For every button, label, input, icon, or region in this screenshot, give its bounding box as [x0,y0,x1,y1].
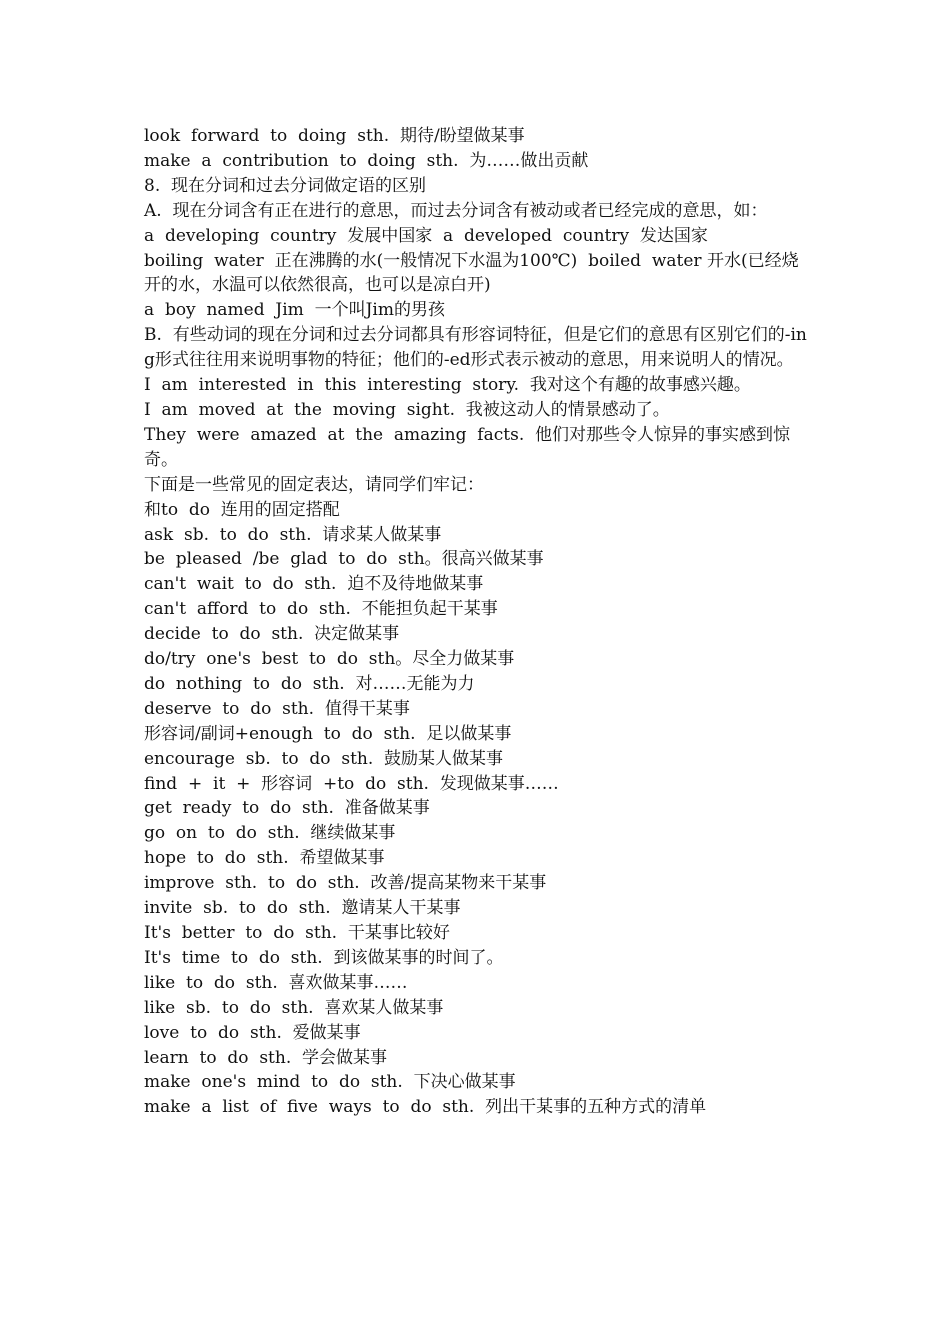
phrase-item: decide to do sth. 决定做某事 [144,624,400,645]
text-line: make a contribution to doing sth. 为……做出贡献 [144,150,589,171]
text-paragraph: I am interested in this interesting story. 我对这个有趣的故事感兴趣。 [144,375,751,396]
text-line: a developing country 发展中国家 a developed country 发达国家 [144,225,708,246]
phrase-item: hope to do sth. 希望做某事 [144,848,385,869]
phrase-item: ask sb. to do sth. 请求某人做某事 [144,524,442,545]
phrase-item: get ready to do sth. 准备做某事 [144,798,430,819]
text-paragraph: B. 有些动词的现在分词和过去分词都具有形容词特征，但是它们的意思有区别它们的-ing形式往往用来说明事物的特征；他们的-ed形式表示被动的意思，用来说明人的情况。 [144,325,807,371]
phrase-item: deserve to do sth. 值得干某事 [144,698,410,719]
phrase-item: make a list of five ways to do sth. 列出干某事的五种方式的清单 [144,1097,707,1118]
phrase-item: love to do sth. 爱做某事 [144,1022,361,1043]
phrase-item: do nothing to do sth. 对……无能为力 [144,673,475,694]
section-heading: 8. 现在分词和过去分词做定语的区别 [144,175,427,196]
phrase-item: invite sb. to do sth. 邀请某人干某事 [144,898,461,919]
document-body [144,124,809,1120]
phrase-item: find + it + 形容词 +to do sth. 发现做某事…… [144,773,559,794]
phrase-item: It's time to do sth. 到该做某事的时间了。 [144,947,504,968]
phrase-item: improve sth. to do sth. 改善/提高某物来干某事 [144,873,547,894]
phrase-item: go on to do sth. 继续做某事 [144,823,396,844]
text-line: look forward to doing sth. 期待/盼望做某事 [144,126,525,146]
text-line: 下面是一些常见的固定表达，请同学们牢记： [144,474,484,495]
phrase-item: be pleased /be glad to do sth。很高兴做某事 [144,549,544,570]
phrase-item: encourage sb. to do sth. 鼓励某人做某事 [144,748,504,769]
phrase-item: 形容词/副词+enough to do sth. 足以做某事 [144,723,512,744]
text-line: a boy named Jim 一个叫Jim的男孩 [144,300,445,321]
subheading: 和to do 连用的固定搭配 [144,499,340,520]
text-paragraph: They were amazed at the amazing facts. 他们对那些令人惊异的事实感到惊奇。 [144,424,791,470]
text-paragraph: boiling water 正在沸腾的水(一般情况下水温为100℃) boiled water 开水(已经烧开的水，水温可以依然很高，也可以是凉白开) [144,250,799,296]
phrase-item: can't wait to do sth. 迫不及待地做某事 [144,574,484,595]
phrase-item: learn to do sth. 学会做某事 [144,1047,388,1068]
phrase-item: like to do sth. 喜欢做某事…… [144,972,408,993]
phrase-item: can't afford to do sth. 不能担负起干某事 [144,599,498,620]
phrase-item: do/try one's best to do sth。尽全力做某事 [144,649,515,670]
phrase-item: like sb. to do sth. 喜欢某人做某事 [144,997,444,1018]
text-paragraph: A. 现在分词含有正在进行的意思，而过去分词含有被动或者已经完成的意思，如： [144,200,768,221]
phrase-item: It's better to do sth. 干某事比较好 [144,923,450,943]
text-line: I am moved at the moving sight. 我被这动人的情景感动了。 [144,399,670,420]
phrase-item: make one's mind to do sth. 下决心做某事 [144,1072,516,1093]
